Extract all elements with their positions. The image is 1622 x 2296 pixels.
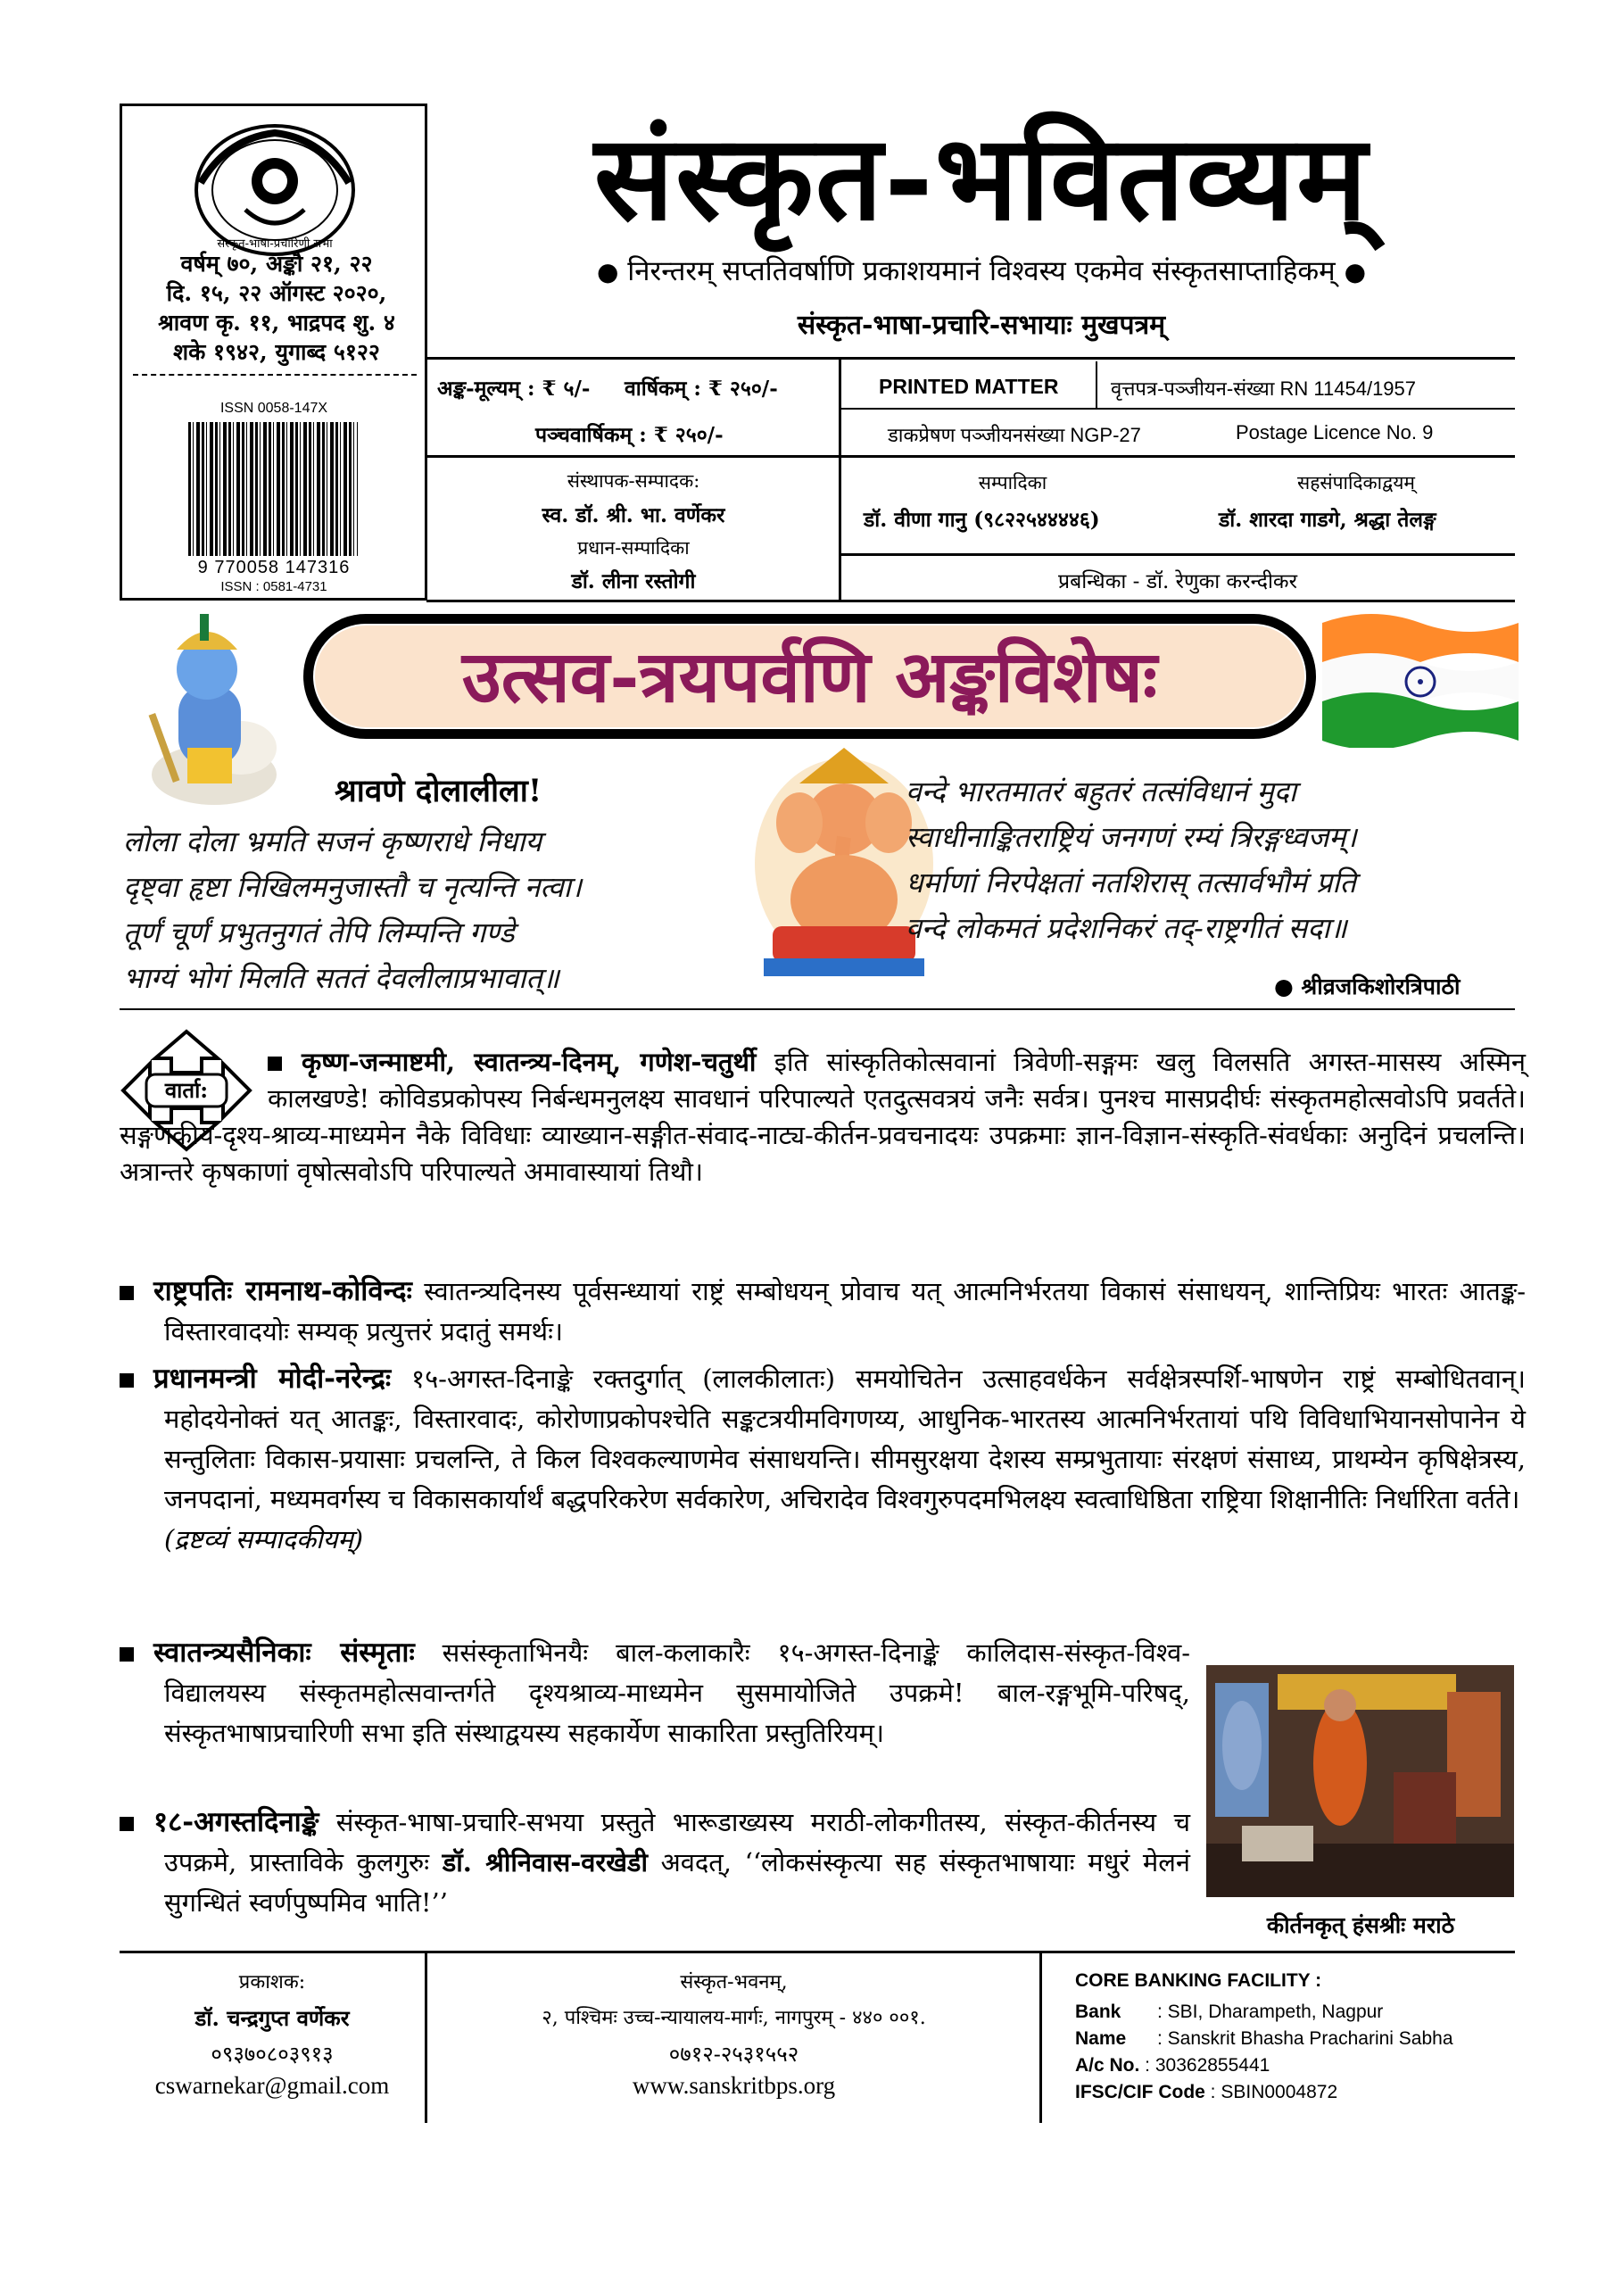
poem-left-line: लोला दोला भ्रमति सजनं कृष्णराधे निधाय bbox=[123, 825, 542, 858]
india-flag bbox=[1322, 614, 1519, 748]
bullet bbox=[120, 1817, 134, 1831]
chief-editor-label: प्रधान-सम्पादिका bbox=[577, 537, 690, 559]
news-item-4: स्वातन्त्र्यसैनिकाः संस्मृताः ससंस्कृताभिनयैः बाल-कलाकारैः १५-अगस्त-दिनाङ्के कालिदास-संस्कृत-विश्व-विद्यालयस्य संस्कृतमहोत्सवान्तर्गते दृश्यश्राव्य-माध्यमेन सुसमायोजिते उपक्रमे! बाल-रङ्गभूमि-परिषद्, संस्कृतभाषाप्रचारिणी सभा इति संस्थाद्वयस्य सहकार्येण साकारिता प्रस्तुतिरियम्। bbox=[120, 1633, 1190, 1753]
founder-name: स्व. डॉ. श्री. भा. वर्णेकर bbox=[542, 503, 725, 527]
editor-name: डॉ. वीणा गानु (९८२२५४४४४६) bbox=[864, 508, 1100, 532]
name-value: Sanskrit Bhasha Pracharini Sabha bbox=[1167, 2028, 1453, 2049]
banner bbox=[303, 614, 1316, 739]
barcode-number: 9 770058 147316 bbox=[197, 558, 351, 577]
printed-matter: PRINTED MATTER bbox=[879, 375, 1059, 398]
rni-number: वृत्तपत्र-पञ्जीयन-संख्या RN 11454/1957 bbox=[1111, 377, 1417, 400]
bank-value: SBI, Dharampeth, Nagpur bbox=[1167, 2002, 1384, 2022]
postage-licence: Postage Licence No. 9 bbox=[1236, 421, 1434, 443]
subtitle: संस्कृत-भाषा-प्रचारि-सभायाः मुखपत्रम् bbox=[797, 310, 1166, 341]
poem-right-line: वन्दे लोकमतं प्रदेशनिकरं तद्-राष्ट्रगीतं सदा॥ bbox=[906, 911, 1347, 945]
bank-label: Bank bbox=[1075, 2002, 1121, 2022]
editorial-note: (द्रष्टव्यं सम्पादकीयम्) bbox=[164, 1524, 364, 1554]
editor-label: सम्पादिका bbox=[978, 472, 1047, 493]
publisher-email[interactable]: cswarnekar@gmail.com bbox=[154, 2072, 390, 2099]
ifsc-label: IFSC/CIF Code bbox=[1075, 2082, 1205, 2102]
poem-left-line: भाग्यं भोगं मिलति सततं देवलीलाप्रभावात्॥ bbox=[123, 961, 559, 995]
poem-left-line: दृष्ट्वा हृष्टा निखिलमनुजास्तौ च नृत्यन्ति नत्वा। bbox=[123, 870, 583, 904]
issue-shaka: शके १९४२, युगाब्द ५१२२ bbox=[173, 339, 380, 365]
poem-right-line: धर्माणां निरपेक्षतां नतशिरास् तत्सार्वभौमं प्रति bbox=[906, 866, 1356, 899]
bullet bbox=[268, 1057, 282, 1071]
bullet bbox=[120, 1373, 134, 1388]
news-item-3: प्रधानमन्त्री मोदी-नरेन्द्रः १५-अगस्त-दिनाङ्के रक्तदुर्गात् (लालकीलातः) समयोचितेन उत्साहवर्धकेन सर्वक्षेत्रस्पर्शि-भाषणेन राष्ट्रं सम्बोधितवान्। महोदयेनोक्तं यत् आतङ्कः, विस्तारवादः, कोरोणाप्रकोपश्चेति सङ्कटत्रयीमविगणय्य, आधुनिक-भारतस्य आत्मनिर्भरतायां पथि विविधाभियानसोपानेन ये सन्तुलिताः विकास-प्रयासाः प्रचलन्ति, ते किल विश्वकल्याणमेव संसाधयन्ति। सीमसुरक्षया देशस्य सम्प्रभुतायाः संरक्षणं संसाध्य, प्राथम्येन कृषिक्षेत्रस्य, जनपदानां, मध्यमवर्गस्य च विकासकार्यार्थं बद्धपरिकरेण सर्वकारेण, अचिरादेव विश्वगुरुपदमभिलक्ष्य स्वत्वाधिष्ठिता राष्ट्रिया शिक्षानीतिः निर्धारिता वर्तते। (द्रष्टव्यं सम्पादकीयम्) bbox=[120, 1359, 1526, 1560]
website-link[interactable]: www.sanskritbps.org bbox=[632, 2072, 836, 2099]
photo-caption: कीर्तनकृत् हंसश्रीः मराठे bbox=[1266, 1912, 1455, 1938]
address-line: २, पश्चिमः उच्च-न्यायालय-मार्गः, नागपुरम् - ४४० ००१. bbox=[542, 2007, 926, 2029]
poem-right-line: स्वाधीनाङ्कितराष्ट्रियं जनगणं रम्यं त्रिरङ्गध्वजम्। bbox=[906, 820, 1357, 854]
tagline: ● निरन्तरम् सप्ततिवर्षाणि प्रकाशयमानं विश्वस्य एकमेव संस्कृतसाप्ताहिकम् ● bbox=[596, 255, 1367, 287]
issue-tithi: श्रावण कृ. ११, भाद्रपद शु. ४ bbox=[158, 310, 395, 336]
page-title: संस्कृत-भवितव्यम् bbox=[593, 109, 1370, 247]
founder-label: संस्थापक-सम्पादक: bbox=[567, 470, 700, 492]
price-annual: वार्षिकम् : ₹ २५०/- bbox=[625, 377, 778, 401]
poem-left bbox=[123, 819, 748, 1001]
ac-label: A/c No. bbox=[1075, 2055, 1140, 2076]
postal-registration: डाकप्रेषण पञ्जीयनसंख्या NGP-27 bbox=[888, 424, 1141, 446]
kirtan-photo bbox=[1206, 1665, 1514, 1897]
issue-volume: वर्षम् ७०, अङ्कौ २१, २२ bbox=[180, 251, 373, 277]
price-five-year: पञ्चवार्षिकम् : ₹ २५०/- bbox=[535, 423, 724, 447]
price-single: अङ्क-मूल्यम् : ₹ ५/- bbox=[437, 377, 591, 401]
poem-right-line: वन्दे भारतमातरं बहुतरं तत्संविधानं मुदा bbox=[906, 775, 1297, 808]
news-item-5: १८-अगस्तदिनाङ्के संस्कृत-भाषा-प्रचारि-सभया प्रस्तुते भारूडाख्यस्य मराठी-लोकगीतस्य, संस्कृत-कीर्तनस्य च उपक्रमे, प्रास्ताविके कुलगुरुः डॉ. श्रीनिवास-वरखेडी अवदत्, ‘‘लोकसंस्कृत्या सह संस्कृतभाषायाः मधुरं मेलनं सुगन्धितं स्वर्णपुष्पमिव भाति!’’ bbox=[120, 1803, 1190, 1923]
bullet bbox=[120, 1647, 134, 1662]
issue-date: दि. १५, २२ ऑगस्ट २०२०, bbox=[166, 280, 387, 306]
poem-author: ● श्रीव्रजकिशोरत्रिपाठी bbox=[1274, 974, 1461, 999]
chief-editor-name: डॉ. लीना रस्तोगी bbox=[571, 569, 696, 593]
barcode bbox=[188, 422, 358, 556]
poem-left-title: श्रावणे दोलालीला! bbox=[335, 773, 542, 809]
manager: प्रबन्धिका - डॉ. रेणुका करन्दीकर bbox=[1058, 570, 1297, 593]
logo-text: संस्कृत-भाषा-प्रचारिणी सभा bbox=[217, 237, 333, 251]
publisher-phone: ०९३७०८०३९१३ bbox=[211, 2042, 334, 2067]
bank-title: CORE BANKING FACILITY : bbox=[1075, 1970, 1322, 1991]
issn-top: ISSN 0058-147X bbox=[219, 401, 328, 416]
bank-details: Bank : SBI, Dharampeth, Nagpur Name : Sanskrit Bhasha Pracharini Sabha A/c No. : 30362855441 IFSC/CIF Code : SBIN0004872 bbox=[1075, 1999, 1453, 2106]
coeditors-names: डॉ. शारदा गाडगे, श्रद्धा तेलङ्ग bbox=[1219, 508, 1436, 532]
bullet bbox=[120, 1286, 134, 1300]
name-label: Name bbox=[1075, 2028, 1127, 2049]
issue-box bbox=[120, 104, 427, 601]
krishna-image bbox=[125, 614, 284, 810]
publisher-name: डॉ. चन्द्रगुप्त वर्णेकर bbox=[194, 2005, 350, 2031]
poem-left-line: तूर्णं चूर्णं प्रभुतनुगतं तेपि लिम्पन्ति गण्डे bbox=[123, 916, 515, 949]
ifsc-value: SBIN0004872 bbox=[1221, 2082, 1338, 2102]
banner-title: उत्सव-त्रयपर्वणि अङ्कविशेषः bbox=[461, 634, 1158, 718]
coeditors-label: सहसंपादिकाद्वयम् bbox=[1297, 472, 1415, 493]
address-phone: ०७१२-२५३१५५२ bbox=[668, 2042, 799, 2067]
news-item-1: कृष्ण-जन्माष्टमी, स्वातन्त्र्य-दिनम्, गणेश-चतुर्थी इति सांस्कृतिकोत्सवानां त्रिवेणी-सङ्गमः खलु विलसति अगस्त-मासस्य अस्मिन् कालखण्डे! कोविडप्रकोपस्य निर्बन्धमनुलक्ष्य सावधानं परिपाल्यते एतदुत्सवत्रयं जनैः सर्वत्र। पुनश्च मासप्रदीर्घः संस्कृतमहोत्सवोऽपि प्रवर्तते। सङ्गणकीय-दृश्य-श्राव्य-माध्यमेन नैके विविधाः व्याख्यान-सङ्गीत-संवाद-नाट्य-कीर्तन-प्रवचनादयः उपक्रमाः ज्ञान-विज्ञान-संस्कृति-संवर्धकाः अनुदिनं प्रचलन्ति। अत्रान्तरे कृषकाणां वृषोत्सवोऽपि परिपाल्यते अमावास्यायां तिथौ। bbox=[120, 1047, 1527, 1187]
society-logo bbox=[192, 120, 358, 263]
issn-bottom: ISSN : 0581-4731 bbox=[220, 579, 327, 594]
poem-right bbox=[906, 769, 1530, 951]
address-title: संस्कृत-भवनम्, bbox=[680, 1971, 788, 1993]
varta-label: वार्ता: bbox=[164, 1077, 209, 1103]
ac-value: 30362855441 bbox=[1154, 2055, 1270, 2076]
publisher-label: प्रकाशक: bbox=[238, 1971, 306, 1993]
news-item-2: राष्ट्रपतिः रामनाथ-कोविन्दः स्वातन्त्र्यदिनस्य पूर्वसन्ध्यायां राष्ट्रं सम्बोधयन् प्रोवाच यत् आत्मनिर्भरतया विकासं संसाधयन्, शान्तिप्रियः भारतः आतङ्क-विस्तारवादयोः सम्यक् प्रत्युत्तरं प्रदातुं समर्थः। bbox=[120, 1272, 1526, 1352]
